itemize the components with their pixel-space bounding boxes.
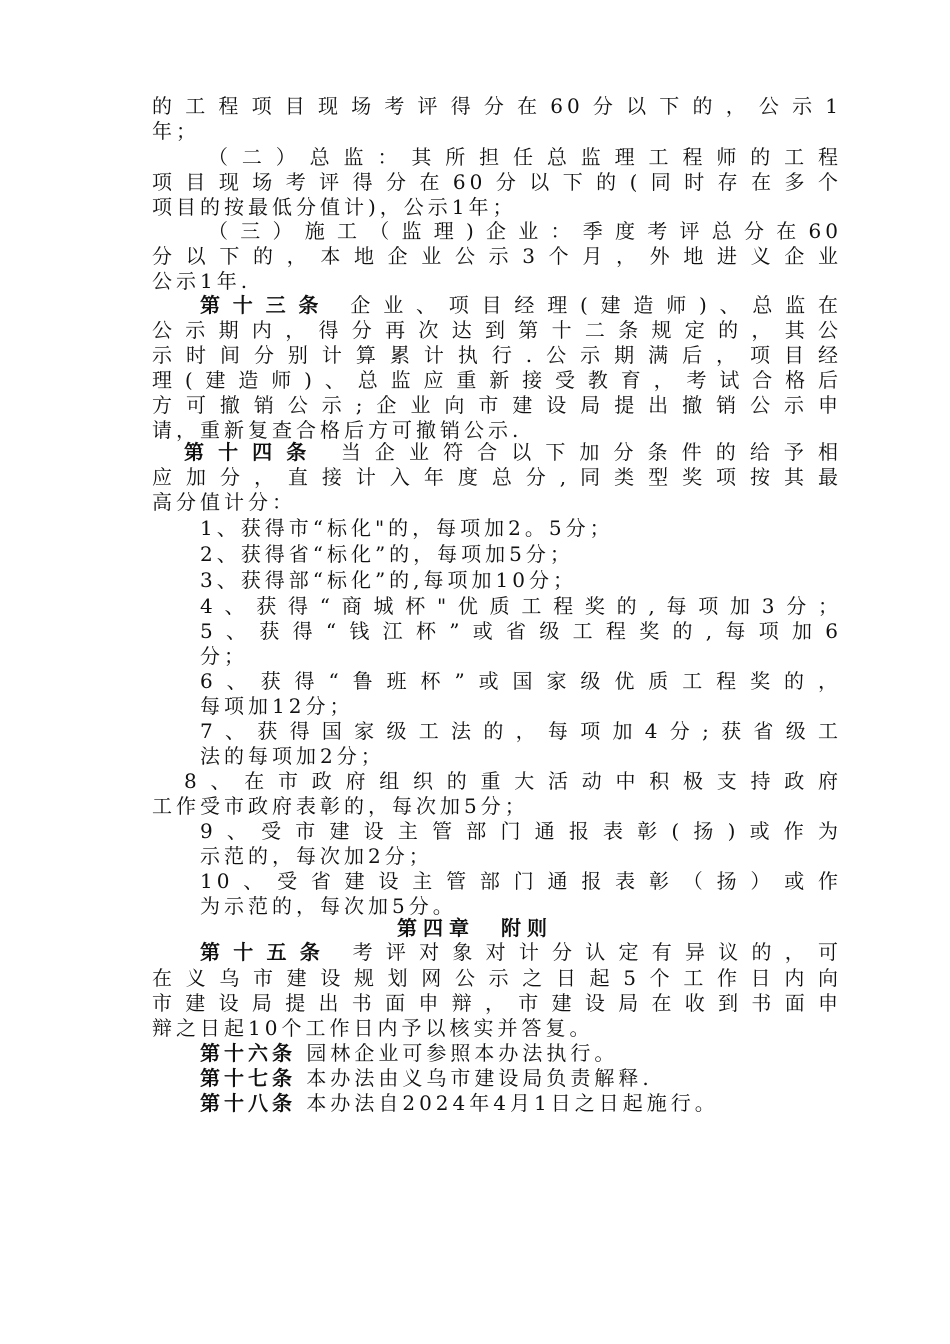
list-item: 7、获得国家级工法的，每项加4分;获省级工 [200, 719, 842, 743]
list-item: 8、在市政府组织的重大活动中积极支持政府 [184, 769, 842, 793]
article-17-line [200, 1066, 842, 1091]
list-item: 3、获得部“标化”的,每项加10分； [200, 568, 577, 592]
text-line: 高分值计分： [152, 490, 296, 514]
article-17-label: 第十七条 [200, 1066, 296, 1090]
text-line: 分以下的，本地企业公示3个月，外地进义企业 [152, 244, 842, 268]
article-15-label: 第十五条 [200, 940, 333, 964]
article-15-first-line [200, 940, 842, 965]
chapter-heading: 第四章 附则 [397, 916, 553, 940]
list-item: 示范的，每次加2分； [200, 844, 433, 868]
text-line: 的工程项目现场考评得分在60分以下的，公示1 [152, 94, 842, 118]
text-line: 本办法由义乌市建设局负责解释. [306, 1066, 653, 1090]
list-item: 工作受市政府表彰的，每次加5分； [152, 794, 529, 818]
text-line: 理(建造师)、总监应重新接受教育，考试合格后 [152, 368, 842, 392]
text-line: 年； [152, 119, 200, 143]
text-line: 应加分，直接计入年度总分,同类型奖项按其最 [152, 465, 842, 489]
text-line: 项目的按最低分值计)，公示1年； [152, 195, 517, 219]
article-13-first-line [200, 293, 842, 318]
list-item: 1、获得市“标化"的，每项加2。5分； [200, 516, 614, 540]
text-line: 在义乌市建设规划网公示之日起5个工作日内向 [152, 966, 842, 990]
text-line: 当企业符合以下加分条件的给予相 [340, 440, 842, 464]
list-item: 每项加12分； [200, 694, 354, 718]
list-item: 6、获得“鲁班杯”或国家级优质工程奖的， [200, 669, 842, 693]
text-line: 企业、项目经理(建造师)、总监在 [350, 293, 842, 317]
list-item: 分； [200, 644, 248, 668]
list-item: 5、获得“钱江杯”或省级工程奖的,每项加6 [200, 619, 842, 643]
text-line: 公示期内，得分再次达到第十二条规定的，其公 [152, 318, 842, 342]
article-13-label: 第十三条 [200, 293, 332, 317]
text-line: 市建设局提出书面申辩，市建设局在收到书面申 [152, 991, 842, 1015]
text-line: 公示1年. [152, 269, 252, 293]
article-16-line [200, 1041, 842, 1066]
text-line: 方可撤销公示;企业向市建设局提出撤销公示申 [152, 393, 842, 417]
list-item: 2、获得省“标化”的，每项加5分； [200, 542, 574, 566]
article-14-first-line [184, 440, 842, 465]
list-item: 法的每项加2分； [200, 744, 385, 768]
article-16-label: 第十六条 [200, 1041, 296, 1065]
text-line: 项目现场考评得分在60分以下的(同时存在多个 [152, 170, 842, 194]
text-line: （二）总监：其所担任总监理工程师的工程 [208, 145, 842, 169]
article-14-label: 第十四条 [184, 440, 321, 464]
list-item: 10、受省建设主管部门通报表彰（扬）或作 [200, 869, 842, 893]
text-line: 示时间分别计算累计执行.公示期满后，项目经 [152, 343, 842, 367]
text-line: 请，重新复查合格后方可撤销公示. [152, 418, 523, 442]
article-18-line [200, 1091, 842, 1116]
list-item: 为示范的，每次加5分。 [200, 894, 457, 918]
article-18-label: 第十八条 [200, 1091, 296, 1115]
text-line: 本办法自2024年4月1日之日起施行。 [306, 1091, 719, 1115]
text-line: 园林企业可参照本办法执行。 [306, 1041, 619, 1065]
list-item: 9、受市建设主管部门通报表彰(扬)或作为 [200, 819, 842, 843]
list-item: 4、获得“商城杯"优质工程奖的,每项加3分； [200, 594, 842, 618]
text-line: 辩之日起10个工作日内予以核实并答复。 [152, 1016, 594, 1040]
text-line: 考评对象对计分认定有异议的，可 [352, 940, 842, 964]
text-line: （三）施工（监理)企业：季度考评总分在60 [208, 219, 842, 243]
